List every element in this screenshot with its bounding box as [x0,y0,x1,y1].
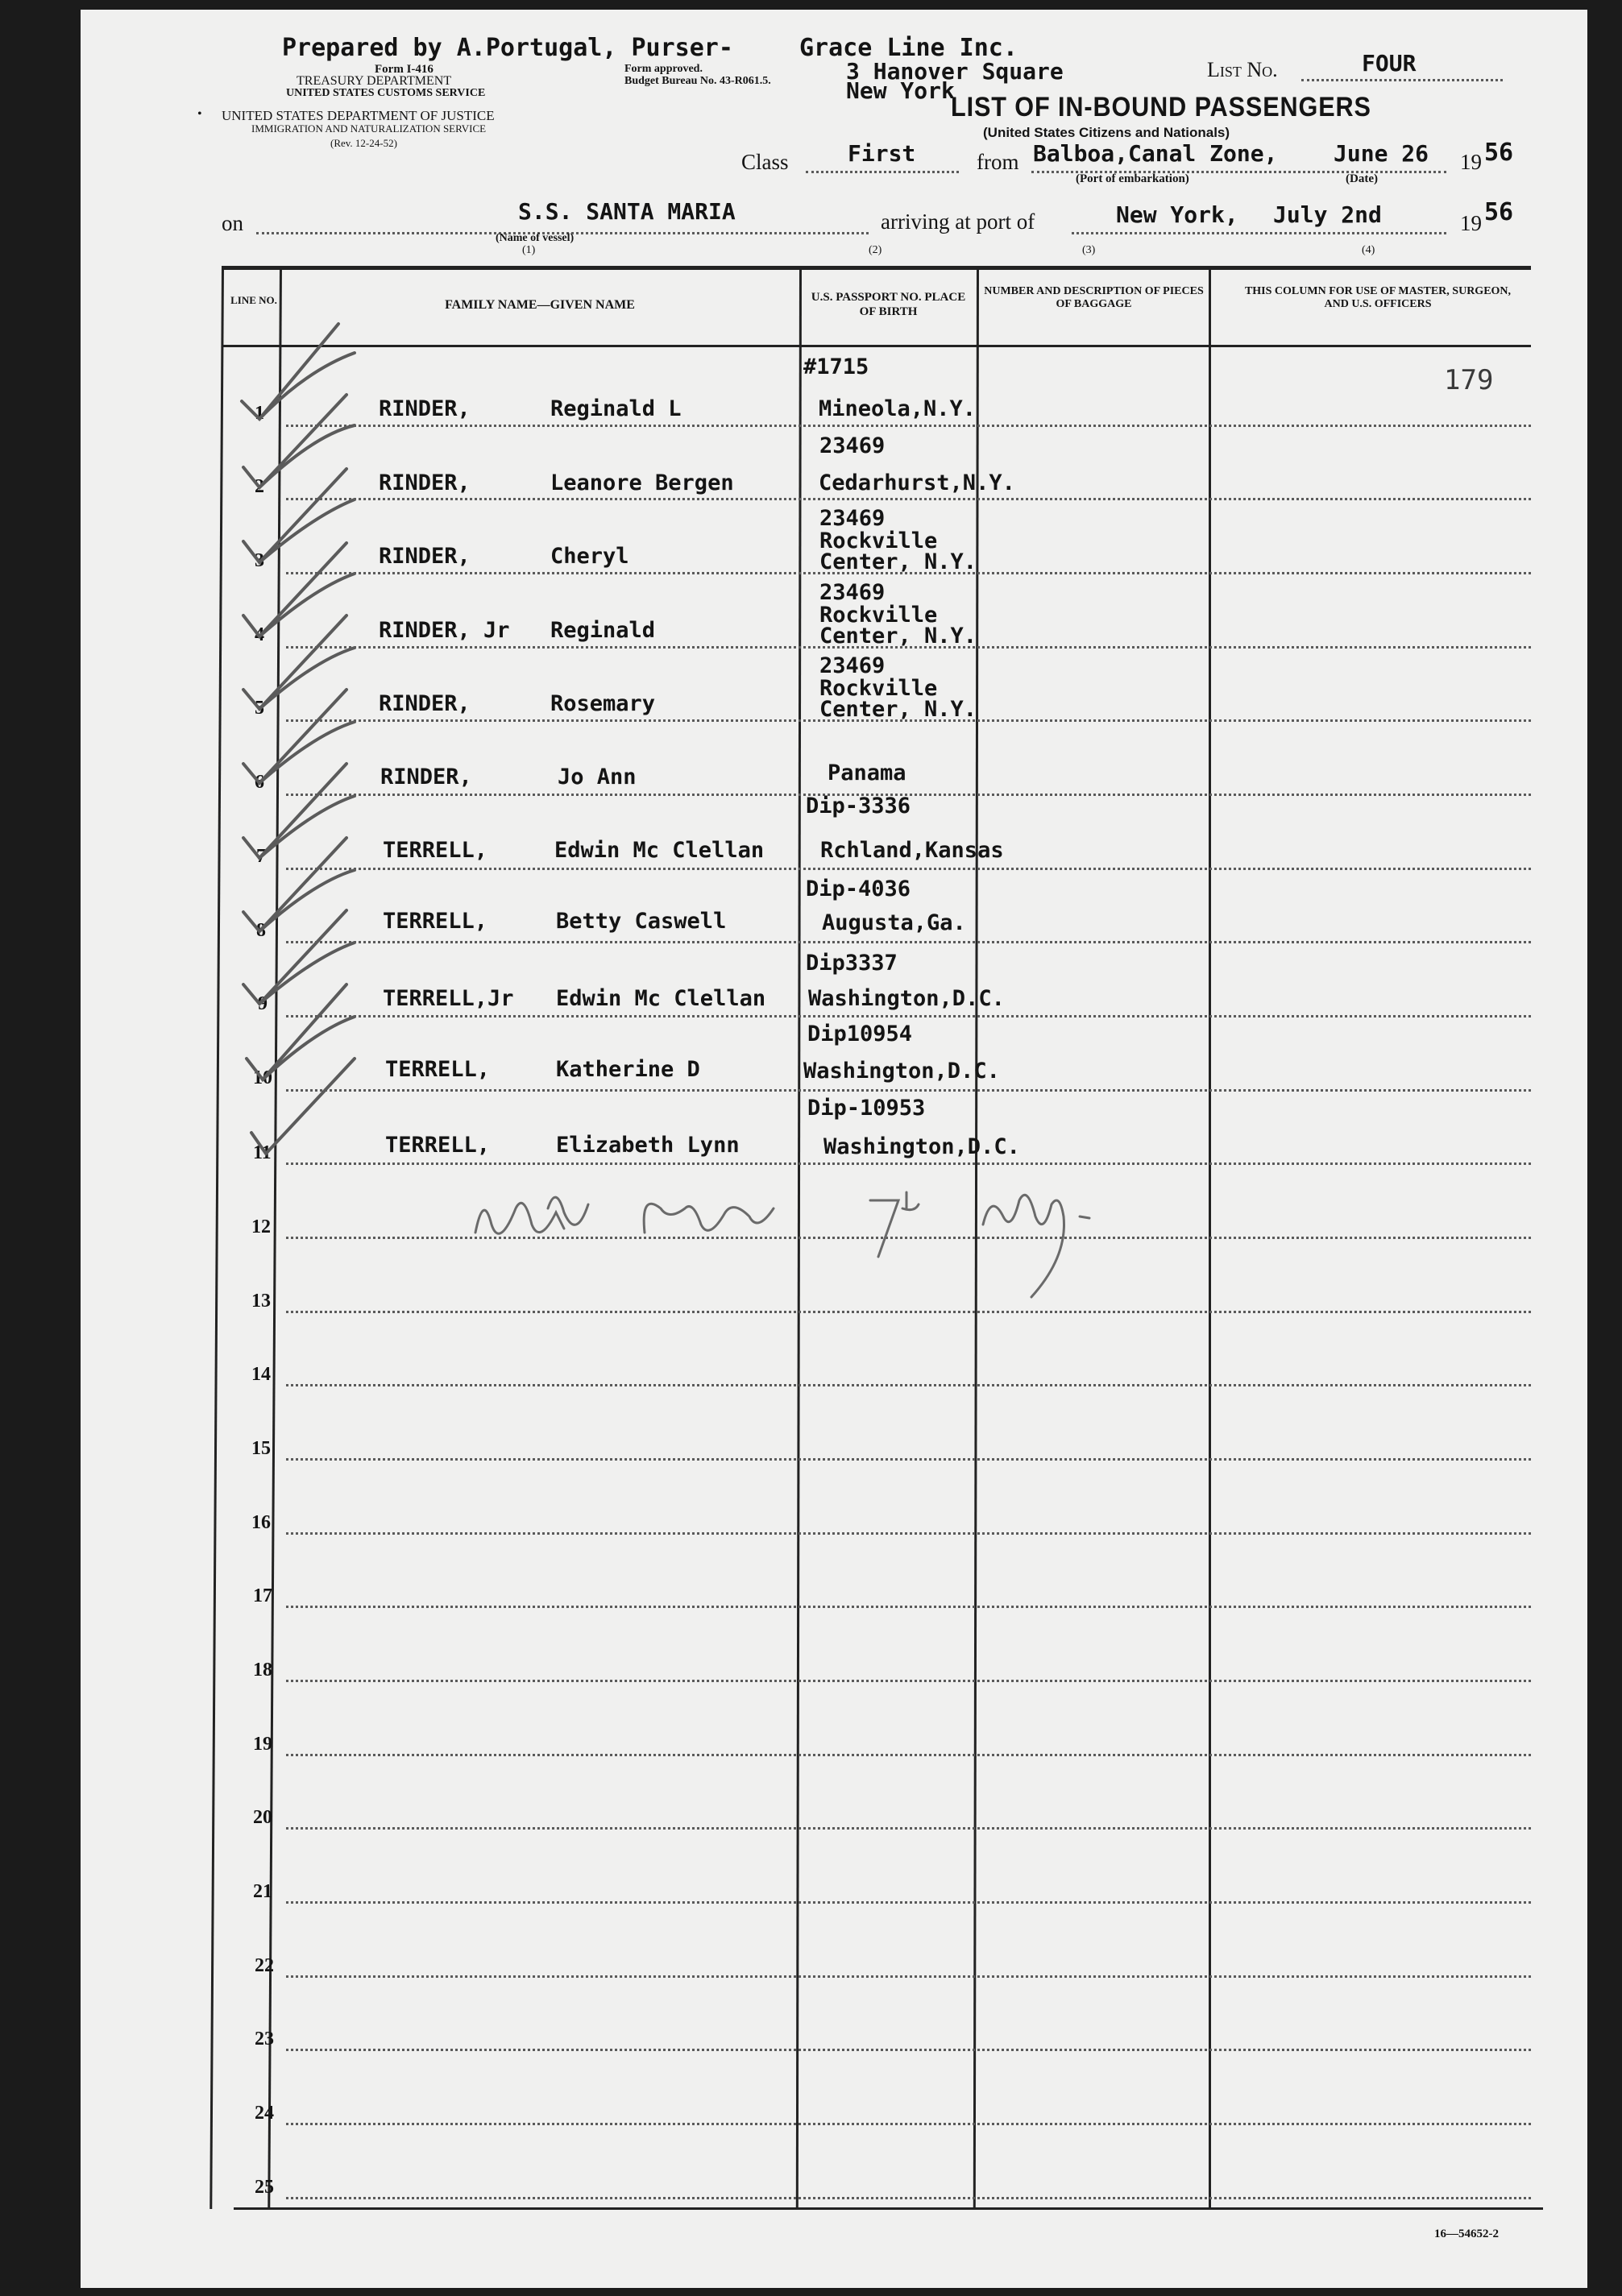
family-name: RINDER, Jr [379,618,510,643]
manifest-subtitle: (United States Citizens and Nationals) [983,125,1230,140]
passport-number: Dip3337 [806,951,898,976]
place-of-birth: Rockville [819,603,938,628]
justice-department: UNITED STATES DEPARTMENT OF JUSTICE [222,108,495,123]
address-line1: 3 Hanover Square [846,58,1064,85]
row-line [286,1163,1531,1165]
line-number: 6 [255,772,264,793]
form-approved: Form approved. [624,63,703,75]
place-of-birth: Washington,D.C. [808,986,1005,1011]
row-line [286,1015,1531,1017]
arrival-year-value: 56 [1484,198,1514,226]
caption-1: (1) [522,244,536,256]
passport-number: Dip-4036 [806,877,911,901]
family-name: TERRELL, [385,1133,491,1158]
given-name: Reginald L [550,396,682,421]
caption-3: (3) [1082,244,1096,256]
line-number: 9 [258,993,268,1014]
line-number: 3 [255,550,264,571]
passport-number: 23469 [819,580,886,605]
passport-number: Dip-3336 [806,794,911,819]
row-line [286,2049,1531,2051]
blank-line-number: 25 [255,2177,274,2198]
row-line [286,1458,1531,1461]
line-number: 8 [256,920,266,941]
given-name: Betty Caswell [556,909,727,934]
page-number: 179 [1444,364,1494,396]
place-of-birth: Washington,D.C. [803,1059,1000,1084]
blank-line-number: 22 [255,1955,274,1976]
given-name: Katherine D [556,1057,700,1082]
blank-line-number: 17 [253,1585,272,1606]
family-name: RINDER, [379,691,471,716]
header-name: FAMILY NAME—GIVEN NAME [445,298,635,312]
passport-number: 23469 [819,433,886,458]
given-name: Jo Ann [558,765,637,790]
header-baggage: NUMBER AND DESCRIPTION OF PIECES OF BAGGAGE [984,285,1204,310]
row-line [286,1606,1531,1608]
row-line [286,1827,1531,1830]
row-line [286,1754,1531,1756]
place-of-birth-cont: Center, N.Y. [819,624,977,649]
caption-4: (4) [1362,244,1375,256]
family-name: RINDER, [379,396,471,421]
place-of-birth: Cedarhurst,N.Y. [819,470,1015,495]
class-line [806,171,959,173]
given-name: Leanore Bergen [550,470,734,495]
blank-line-number: 19 [253,1734,272,1755]
row-line [286,1311,1531,1313]
place-of-birth: Augusta,Ga. [822,910,966,935]
blank-line-number: 24 [255,2103,274,2124]
row-line [286,1532,1531,1535]
arriving-label: arriving at port of [881,209,1035,234]
line-number: 11 [253,1142,272,1163]
row-line [286,868,1531,870]
date-caption: (Date) [1346,172,1378,185]
vessel-value: S.S. SANTA MARIA [518,198,736,225]
line-number: 1 [255,403,264,424]
table-top-border [222,266,1531,270]
given-name: Rosemary [550,691,656,716]
year-prefix: 19 [1460,150,1482,174]
line-number: 4 [255,624,264,645]
port-embarkation-caption: (Port of embarkation) [1076,172,1189,185]
row-line [286,1680,1531,1682]
row-line [286,1237,1531,1239]
row-line [286,1089,1531,1092]
row-line [286,1975,1531,1978]
family-name: TERRELL, [383,909,488,934]
on-label: on [222,211,243,235]
class-label: Class [741,150,789,174]
departure-year-value: 56 [1484,139,1514,167]
given-name: Reginald [550,618,656,643]
family-name: TERRELL, [383,838,488,863]
blank-line-number: 18 [253,1660,272,1681]
arrival-year-prefix: 19 [1460,211,1482,235]
blank-line-number: 14 [251,1364,271,1385]
passport-number: Dip10954 [807,1022,913,1046]
from-label: from [977,150,1019,174]
line-number: 5 [255,698,264,719]
immigration-service: IMMIGRATION AND NATURALIZATION SERVICE [251,122,487,135]
family-name: RINDER, [379,470,471,495]
row-line [286,941,1531,943]
arrival-line [1072,232,1446,234]
budget-bureau: Budget Bureau No. 43-R061.5. [624,75,771,87]
header-line-no: LINE NO. [230,294,277,306]
header-officers: THIS COLUMN FOR USE OF MASTER, SURGEON, AND U.S. OFFICERS [1244,285,1512,310]
row-line [286,425,1531,427]
list-no-line [1301,79,1503,81]
manifest-title: LIST OF IN-BOUND PASSENGERS [951,92,1371,122]
row-line [286,1901,1531,1904]
line-number: 7 [256,846,266,867]
place-of-birth: Rchland,Kansas [820,838,1004,863]
row-line [286,1384,1531,1386]
customs-service: UNITED STATES CUSTOMS SERVICE [286,87,486,99]
blank-line-number: 21 [253,1881,272,1902]
blank-line-number: 16 [251,1512,271,1533]
caption-2: (2) [869,244,882,256]
blank-line-number: 15 [251,1438,271,1459]
blank-line-number: 12 [251,1216,271,1237]
passport-number: Dip-10953 [807,1096,926,1121]
blank-line-number: 13 [251,1291,271,1312]
revision-date: (Rev. 12-24-52) [330,137,397,149]
form-number: Form I-416 [375,63,434,76]
footer-code: 16—54652-2 [1434,2228,1499,2240]
family-name: RINDER, [380,765,472,790]
departure-date-value: June 26 [1334,140,1429,167]
list-no-label: List No. [1207,58,1278,81]
given-name: Edwin Mc Clellan [554,838,765,863]
address-line2: New York [846,77,955,104]
place-of-birth: Mineola,N.Y. [819,396,977,421]
arrival-date-value: July 2nd [1273,201,1382,228]
treasury-department: TREASURY DEPARTMENT [297,74,452,88]
given-name: Elizabeth Lynn [556,1133,740,1158]
place-of-birth: Rockville [819,528,938,553]
port-embarkation-value: Balboa,Canal Zone, [1033,140,1278,167]
class-value: First [848,140,916,167]
family-name: RINDER, [379,544,471,569]
given-name: Cheryl [550,544,629,569]
row-line [286,2197,1531,2199]
passport-number: 23469 [819,653,886,678]
row-line [286,2123,1531,2125]
place-of-birth-cont: Center, N.Y. [819,549,977,574]
place-of-birth: Panama [828,760,906,785]
company-name: Grace Line Inc. [799,34,1018,62]
family-name: TERRELL,Jr [383,986,514,1011]
vessel-caption: (Name of vessel) [496,232,575,244]
prepared-by: Prepared by A.Portugal, Purser- [282,34,733,62]
blank-line-number: 23 [255,2029,274,2049]
table-bottom-border [234,2207,1543,2210]
header-passport: U.S. PASSPORT NO. PLACE OF BIRTH [811,291,966,318]
place-of-birth: Washington,D.C. [823,1134,1020,1159]
place-of-birth: Rockville [819,676,938,701]
line-number: 2 [255,476,264,497]
place-of-birth-cont: Center, N.Y. [819,697,977,722]
blank-line-number: 20 [253,1807,272,1828]
family-name: TERRELL, [385,1057,491,1082]
given-name: Edwin Mc Clellan [556,986,766,1011]
header-bottom-border [222,345,1531,347]
row-line [286,498,1531,500]
bullet-dot: • [197,107,202,121]
line-number: 10 [253,1067,272,1088]
passport-number: 23469 [819,506,886,531]
arrival-port-value: New York, [1116,201,1238,228]
passport-number: #1715 [803,354,869,379]
list-no-value: FOUR [1362,50,1417,77]
